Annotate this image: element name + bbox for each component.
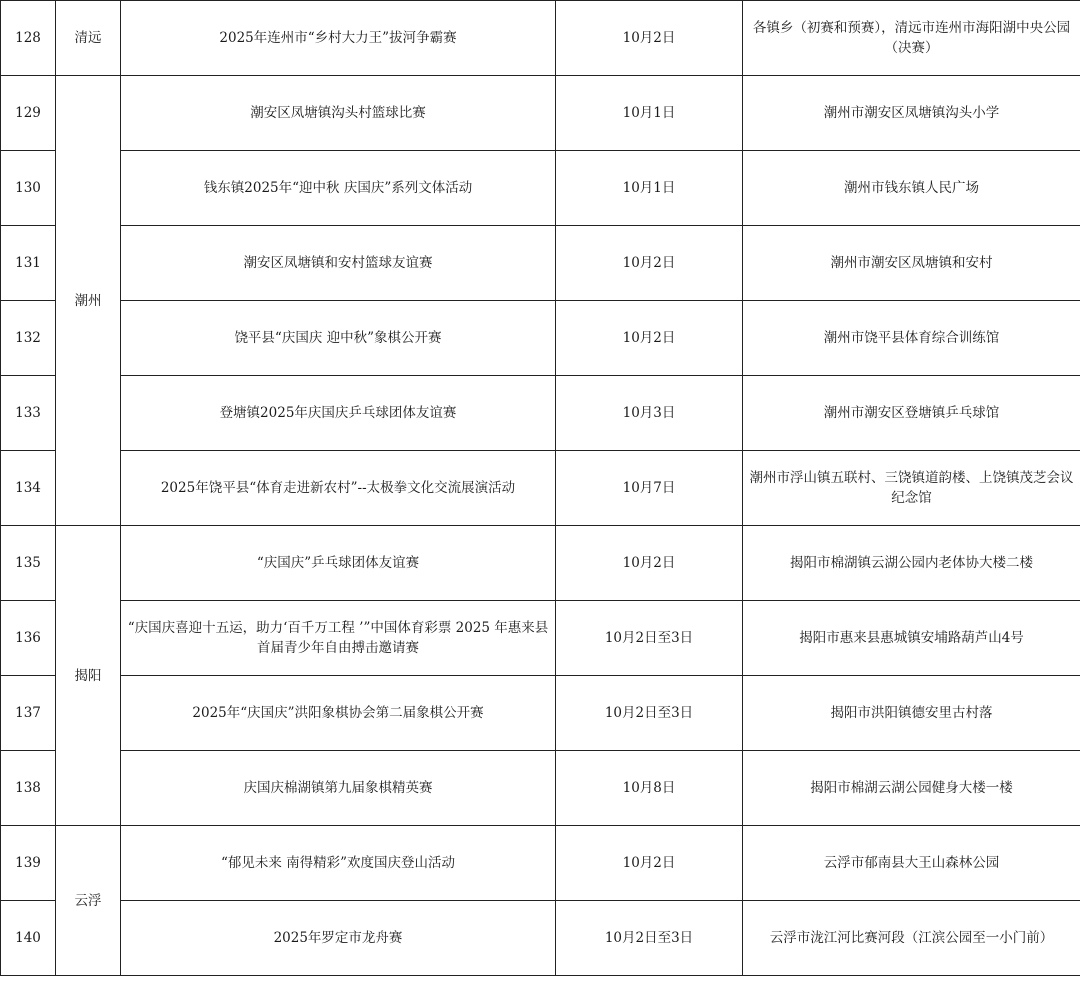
row-number: 140 xyxy=(1,901,56,976)
event-date: 10月2日 xyxy=(556,1,743,76)
row-number: 134 xyxy=(1,451,56,526)
event-date: 10月2日 xyxy=(556,826,743,901)
city-cell: 云浮 xyxy=(56,826,121,976)
event-date: 10月2日 xyxy=(556,301,743,376)
event-venue: 云浮市泷江河比赛河段（江滨公园至一小门前） xyxy=(743,901,1080,976)
table-row xyxy=(1,451,1080,526)
event-name: 2025年“庆国庆”洪阳象棋协会第二届象棋公开赛 xyxy=(121,676,556,751)
row-number: 130 xyxy=(1,151,56,226)
table-row xyxy=(1,1,1080,76)
event-date: 10月3日 xyxy=(556,376,743,451)
event-name: 钱东镇2025年“迎中秋 庆国庆”系列文体活动 xyxy=(121,151,556,226)
table-row xyxy=(1,676,1080,751)
event-date: 10月2日 xyxy=(556,526,743,601)
event-date: 10月2日至3日 xyxy=(556,676,743,751)
table-row xyxy=(1,526,1080,601)
table-row xyxy=(1,376,1080,451)
table-row xyxy=(1,901,1080,976)
event-date: 10月1日 xyxy=(556,151,743,226)
table-row xyxy=(1,76,1080,151)
event-name: 饶平县“庆国庆 迎中秋”象棋公开赛 xyxy=(121,301,556,376)
event-date: 10月2日至3日 xyxy=(556,601,743,676)
row-number: 139 xyxy=(1,826,56,901)
city-cell: 潮州 xyxy=(56,76,121,526)
city-cell: 揭阳 xyxy=(56,526,121,826)
event-name: 潮安区凤塘镇和安村篮球友谊赛 xyxy=(121,226,556,301)
event-venue: 揭阳市惠来县惠城镇安埔路葫芦山4号 xyxy=(743,601,1080,676)
table-row xyxy=(1,151,1080,226)
event-venue: 潮州市浮山镇五联村、三饶镇道韵楼、上饶镇茂芝会议纪念馆 xyxy=(743,451,1080,526)
row-number: 133 xyxy=(1,376,56,451)
table-row xyxy=(1,601,1080,676)
event-name: 潮安区凤塘镇沟头村篮球比赛 xyxy=(121,76,556,151)
event-name: “庆国庆喜迎十五运，助力‘百千万工程 ’”中国体育彩票 2025 年惠来县首届青少年自由搏击邀请赛 xyxy=(121,601,556,676)
event-name: 2025年罗定市龙舟赛 xyxy=(121,901,556,976)
event-venue: 揭阳市棉湖镇云湖公园内老体协大楼二楼 xyxy=(743,526,1080,601)
event-venue: 揭阳市棉湖云湖公园健身大楼一楼 xyxy=(743,751,1080,826)
event-name: 2025年饶平县“体育走进新农村”--太极拳文化交流展演活动 xyxy=(121,451,556,526)
event-date: 10月7日 xyxy=(556,451,743,526)
event-venue: 潮州市潮安区登塘镇乒乓球馆 xyxy=(743,376,1080,451)
event-venue: 云浮市郁南县大王山森林公园 xyxy=(743,826,1080,901)
row-number: 128 xyxy=(1,1,56,76)
row-number: 131 xyxy=(1,226,56,301)
event-date: 10月1日 xyxy=(556,76,743,151)
row-number: 129 xyxy=(1,76,56,151)
table-row xyxy=(1,826,1080,901)
row-number: 135 xyxy=(1,526,56,601)
event-date: 10月2日 xyxy=(556,226,743,301)
event-venue: 各镇乡（初赛和预赛），清远市连州市海阳湖中央公园（决赛） xyxy=(743,1,1080,76)
row-number: 132 xyxy=(1,301,56,376)
table-row xyxy=(1,301,1080,376)
table-row xyxy=(1,226,1080,301)
event-venue: 揭阳市洪阳镇德安里古村落 xyxy=(743,676,1080,751)
event-name: 2025年连州市“乡村大力王”拔河争霸赛 xyxy=(121,1,556,76)
event-venue: 潮州市潮安区凤塘镇沟头小学 xyxy=(743,76,1080,151)
event-venue: 潮州市潮安区凤塘镇和安村 xyxy=(743,226,1080,301)
event-name: “郁见未来 南得精彩”欢度国庆登山活动 xyxy=(121,826,556,901)
event-name: 庆国庆棉湖镇第九届象棋精英赛 xyxy=(121,751,556,826)
table-row xyxy=(1,751,1080,826)
event-date: 10月8日 xyxy=(556,751,743,826)
event-date: 10月2日至3日 xyxy=(556,901,743,976)
event-name: “庆国庆”乒乓球团体友谊赛 xyxy=(121,526,556,601)
event-name: 登塘镇2025年庆国庆乒乓球团体友谊赛 xyxy=(121,376,556,451)
row-number: 136 xyxy=(1,601,56,676)
event-venue: 潮州市饶平县体育综合训练馆 xyxy=(743,301,1080,376)
city-cell: 清远 xyxy=(56,1,121,76)
event-venue: 潮州市钱东镇人民广场 xyxy=(743,151,1080,226)
row-number: 137 xyxy=(1,676,56,751)
row-number: 138 xyxy=(1,751,56,826)
